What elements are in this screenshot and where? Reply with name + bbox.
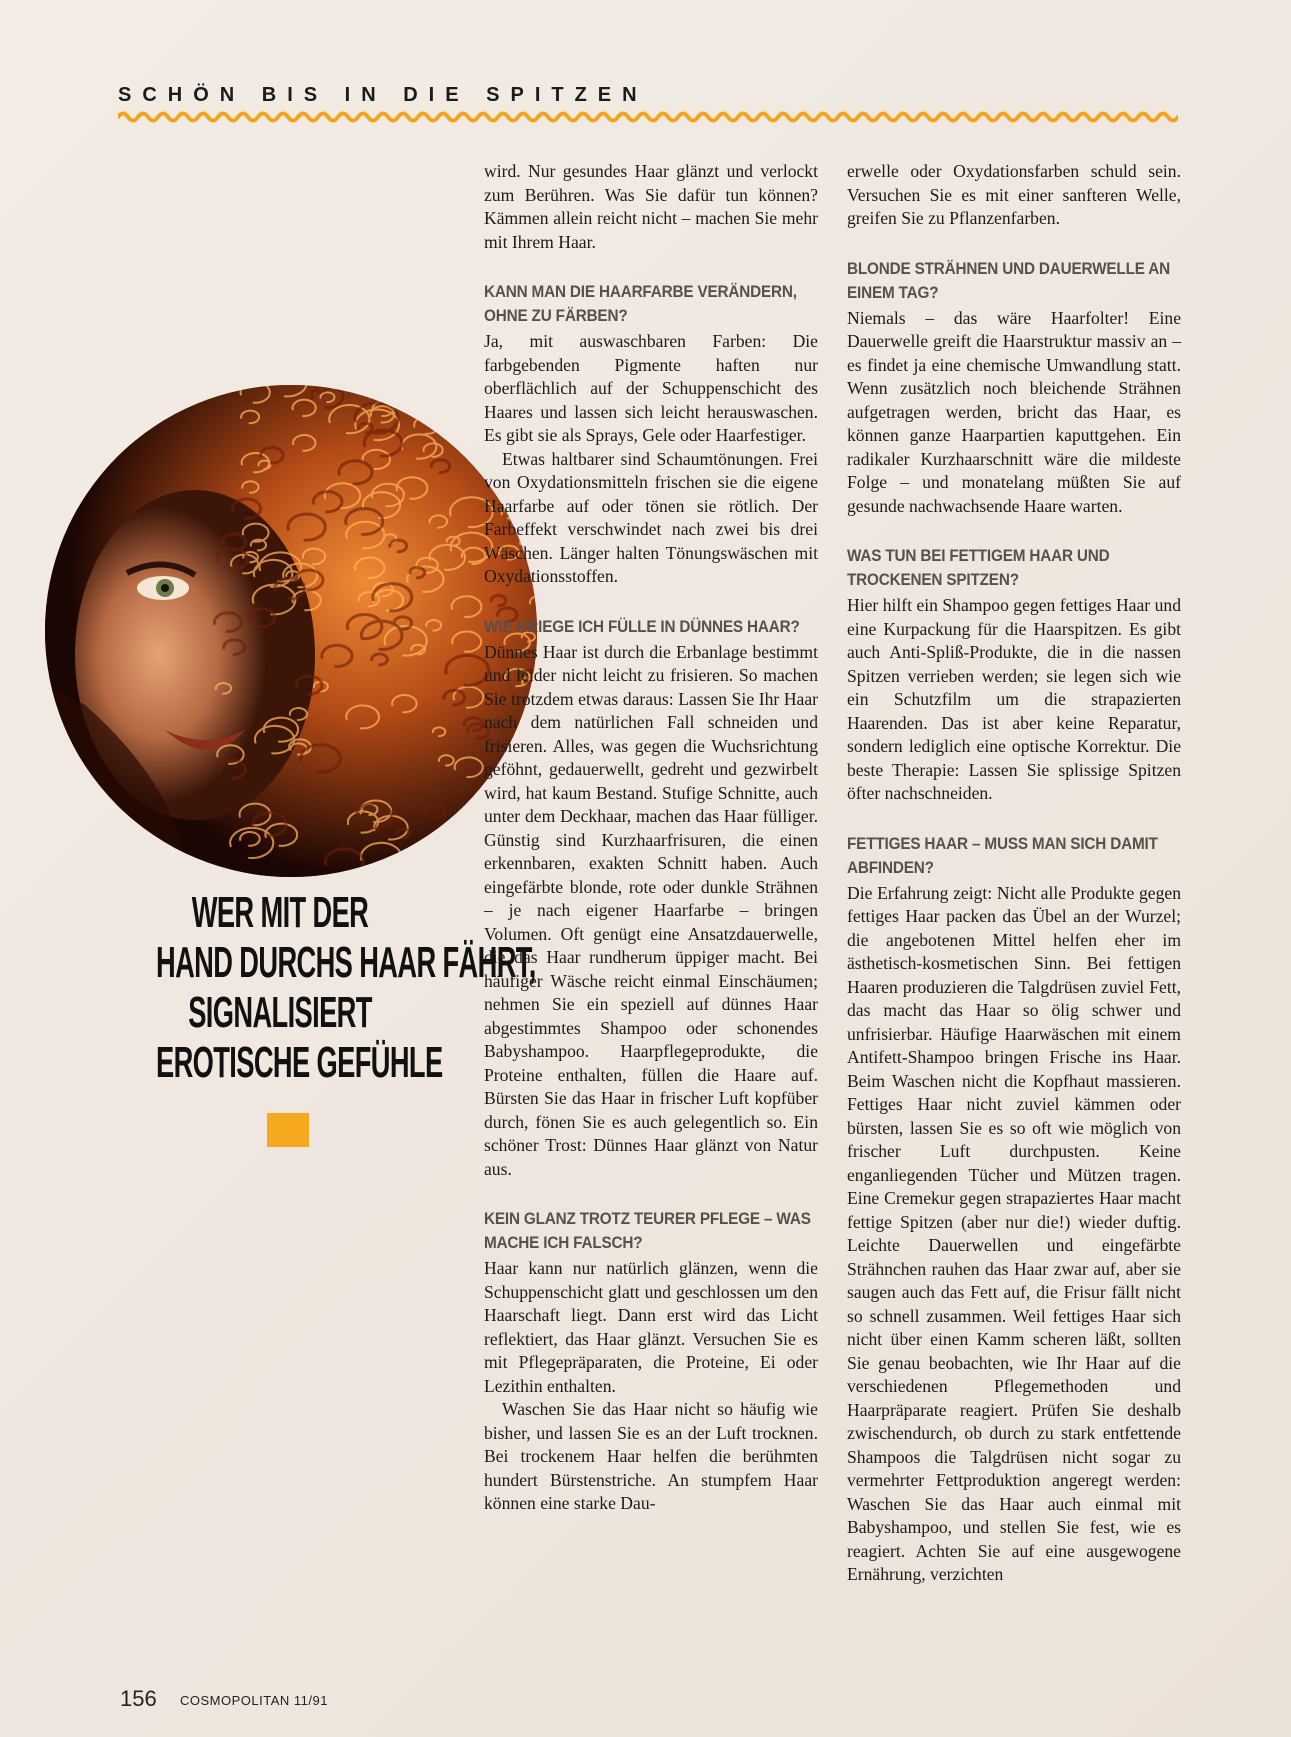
- body-paragraph: wird. Nur gesundes Haar glänzt und verlockt zum Berühren. Was Sie dafür tun können? Kämmen allein reicht nicht – machen Sie mehr mit Ihrem Haar.: [484, 161, 818, 252]
- body-paragraph: Etwas haltbarer sind Schaumtönungen. Frei von Oxydationsmitteln frischen sie die eigene Haarfarbe auf oder tönen sie rötlich. Der Farbeffekt verschwindet nach zwei bis drei Wäschen. Länger halten Tönungswäschen mit Oxydationsstoffen.: [484, 448, 818, 586]
- headline-line: WER MIT DER: [191, 888, 369, 937]
- body-paragraph: erwelle oder Oxydationsfarben schuld sein. Versuchen Sie es mit einer sanfteren Welle, greifen Sie zu Pflanzenfarben.: [847, 161, 1181, 228]
- orange-square-icon: [267, 1113, 309, 1147]
- section-heading: WIE KRIEGE ICH FÜLLE IN DÜNNES HAAR?: [484, 616, 800, 636]
- section-heading: FETTIGES HAAR – MUSS MAN SICH DAMIT ABFINDEN?: [847, 833, 1158, 877]
- article-column-right: [847, 160, 1181, 1587]
- headline-line: SIGNALISIERT: [188, 988, 372, 1037]
- body-paragraph: Ja, mit auswaschbaren Farben: Die farbgebenden Pigmente haften nur oberflächlich auf der Schuppenschicht des Haares und lassen sich leicht herauswaschen. Es gibt sie als Sprays, Gele oder Haarfestiger.: [484, 331, 818, 445]
- body-paragraph: Hier hilft ein Shampoo gegen fettiges Haar und eine Kurpackung für die Haarspitzen. Es gibt auch Anti-Spliß-Produkte, die in die nassen Spitzen verrieben werden; sie legen sich wie ein Schutzfilm um die strapazierten Haarenden. Das ist aber keine Reparatur, sondern lediglich eine optische Korrektur. Die beste Therapie: Lassen Sie splissige Spitzen öfter nachschneiden.: [847, 595, 1181, 803]
- section-heading: BLONDE STRÄHNEN UND DAUERWELLE AN EINEM TAG?: [847, 258, 1171, 302]
- article-column-middle: [484, 160, 818, 1516]
- magazine-issue: COSMOPOLITAN 11/91: [180, 1693, 328, 1708]
- page-number: 156: [120, 1686, 157, 1711]
- section-heading: KEIN GLANZ TROTZ TEURER PFLEGE – WAS MACHE ICH FALSCH?: [484, 1209, 811, 1252]
- wavy-rule-icon: [118, 108, 1178, 126]
- headline-line: EROTISCHE GEFÜHLE: [156, 1038, 443, 1087]
- section-heading: WAS TUN BEI FETTIGEM HAAR UND TROCKENEN SPITZEN?: [847, 546, 1110, 589]
- body-paragraph: Waschen Sie das Haar nicht so häufig wie bisher, und lassen Sie es an der Luft trocknen. Bei trockenem Haar helfen die berühmten hundert Bürstenstriche. An stumpfem Haar können eine starke Dau-: [484, 1399, 818, 1513]
- section-kicker: SCHÖN BIS IN DIE SPITZEN: [118, 84, 648, 106]
- body-paragraph: Dünnes Haar ist durch die Erbanlage bestimmt und leider nicht leicht zu frisieren. So machen Sie trotzdem etwas daraus: Lassen Sie Ihr Haar nach dem natürlichen Fall schneiden und frisieren. Alles, was gegen die Wuchsrichtung geföhnt, gedauerwellt, gedreht und gezwirbelt wird, hat kaum Bestand. Stufige Schnitte, auch unter dem Deckhaar, machen das Haar fülliger. Günstig sind Kurzhaarfrisuren, die einen erkennbaren, exakten Schnitt haben. Auch eingefärbte blonde, rote oder dunkle Strähnen – je nach eigener Haarfarbe – bringen Volumen. Oft genügt eine Ansatzdauerwelle, die das Haar rundherum üppiger macht. Bei häufiger Wäsche reicht einmal Einschäumen; nehmen Sie ein speziell auf dünnes Haar abgestimmtes Shampoo oder schonendes Babyshampoo. Haarpflegeprodukte, die Proteine enthalten, füllen die Haare auf. Bürsten Sie das Haar in frischer Luft kopfüber durch, fönen Sie es auch gelegentlich so. Ein schöner Trost: Dünnes Haar glänzt von Natur aus.: [484, 641, 818, 1179]
- headline-line: HAND DURCHS HAAR FÄHRT,: [156, 938, 536, 987]
- woman-red-curly-hair-portrait-icon: [45, 385, 537, 877]
- body-paragraph: Haar kann nur natürlich glänzen, wenn die Schuppenschicht glatt und geschlossen um den Haarschaft liegt. Dann erst wird das Licht reflektiert, das Haar glänzt. Versuchen Sie es mit Pflegepräparaten, die Proteine, Ei oder Lezithin enthalten.: [484, 1258, 818, 1396]
- pull-quote-headline: [156, 888, 536, 1088]
- hair-portrait-photo: [45, 385, 537, 877]
- section-heading: KANN MAN DIE HAARFARBE VERÄNDERN, OHNE ZU FÄRBEN?: [484, 282, 797, 325]
- body-paragraph: Niemals – das wäre Haarfolter! Eine Dauerwelle greift die Haarstruktur massiv an – es findet ja eine chemische Umwandlung statt. Wenn zusätzlich noch bleichende Strähnen aufgetragen werden, bricht das Haar, es können ganze Haarpartien kaputtgehen. Ein radikaler Kurzhaarschnitt wäre die mildeste Folge – und monatelang müßten Sie auf gesunde nachwachsende Haare warten.: [847, 307, 1181, 516]
- body-paragraph: Die Erfahrung zeigt: Nicht alle Produkte gegen fettiges Haar packen das Übel an der Wurzel; die angebotenen Mittel helfen eher im ästhetisch-kosmetischen Sinn. Bei fettigen Haaren produzieren die Talgdrüsen zuviel Fett, das macht das Haar so ölig schwer und unfrisierbar. Häufige Haarwäschen mit einem Antifett-Shampoo bringen Frische ins Haar. Beim Waschen nicht die Kopfhaut massieren. Fettiges Haar nicht zuviel kämmen oder bürsten, lassen Sie es so oft wie möglich von frischer Luft durchpusten. Keine enganliegenden Tücher und Mützen tragen. Eine Cremekur gegen strapaziertes Haar macht fettige Spitzen (aber nur die!) wieder duftig. Leichte Dauerwellen und eingefärbte Strähnchen rauhen das Haar zwar auf, aber sie saugen auch das Fett auf, die Frisur fällt nicht so schnell zusammen. Weil fettiges Haar sich nicht über einen Kamm scheren läßt, sollten Sie genau beobachten, wie Ihr Haar auf die verschiedenen Pflegemethoden und Haarpräparate reagiert. Prüfen Sie deshalb zwischendurch, ob durch zu stark entfettende Shampoos die Talgdrüsen nicht sogar zu vermehrter Fettproduktion angeregt werden: Waschen Sie das Haar auch einmal mit Babyshampoo, und stellen Sie fest, wie es reagiert. Achten Sie auf eine ausgewogene Ernährung, verzichten: [847, 882, 1181, 1584]
